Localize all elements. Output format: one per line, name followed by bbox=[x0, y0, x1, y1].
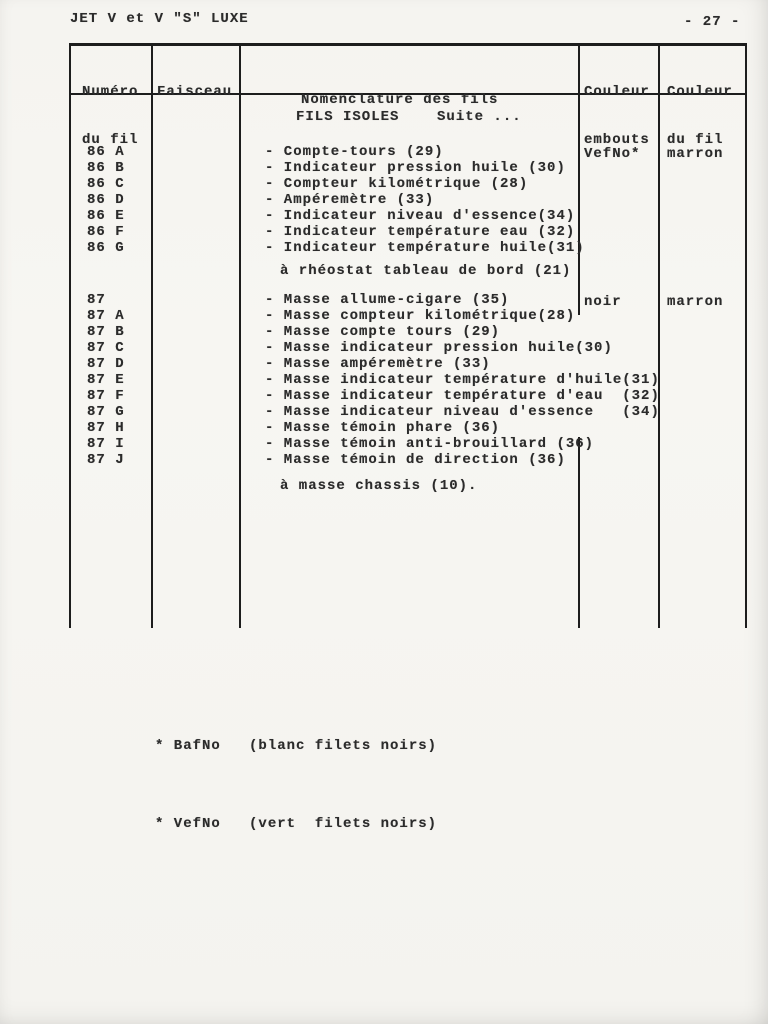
wire-label: - Indicateur température eau (32) bbox=[265, 224, 576, 240]
wire-number: 86 B bbox=[87, 160, 125, 176]
wire-label: - Masse témoin phare (36) bbox=[265, 420, 501, 436]
col-header-couleur-du-fil: Couleur du fil bbox=[667, 84, 733, 148]
table-row bbox=[69, 436, 747, 452]
footnote-vefno: * VefNo (vert filets noirs) bbox=[155, 816, 438, 832]
table-row bbox=[69, 208, 747, 224]
wire-number: 87 H bbox=[87, 420, 125, 436]
table-row bbox=[69, 240, 747, 256]
col-header-faisceau: Faisceau bbox=[157, 84, 233, 100]
wire-group bbox=[69, 144, 747, 279]
wire-label: - Masse indicateur pression huile(30) bbox=[265, 340, 613, 356]
wire-number: 87 G bbox=[87, 404, 125, 420]
wire-number: 86 C bbox=[87, 176, 125, 192]
wire-number: 87 D bbox=[87, 356, 125, 372]
wire-number: 87 E bbox=[87, 372, 125, 388]
table-row bbox=[69, 372, 747, 388]
col-header-couleur-embouts: Couleur embouts bbox=[584, 84, 650, 148]
wire-number: 87 A bbox=[87, 308, 125, 324]
document-title: JET V et V "S" LUXE bbox=[70, 11, 249, 27]
footnotes bbox=[155, 681, 437, 889]
wire-group bbox=[69, 292, 747, 494]
table-row bbox=[69, 452, 747, 468]
wire-label: - Masse indicateur niveau d'essence (34) bbox=[265, 404, 660, 420]
table-top-border bbox=[69, 43, 747, 46]
group-footer: à rhéostat tableau de bord (21) bbox=[280, 263, 572, 279]
table-row bbox=[69, 224, 747, 240]
wire-label: - Masse témoin anti-brouillard (36) bbox=[265, 436, 595, 452]
wire-label: - Masse compte tours (29) bbox=[265, 324, 501, 340]
section-title: FILS ISOLES Suite ... bbox=[296, 109, 522, 125]
wire-number: 86 G bbox=[87, 240, 125, 256]
group-footer: à masse chassis (10). bbox=[280, 478, 478, 494]
wire-label: - Compteur kilométrique (28) bbox=[265, 176, 529, 192]
wire-number: 86 A bbox=[87, 144, 125, 160]
table-row bbox=[69, 308, 747, 324]
couleur-fil-value: marron bbox=[667, 146, 724, 162]
wire-label: - Masse indicateur température d'huile(31) bbox=[265, 372, 660, 388]
couleur-embouts-value: VefNo* bbox=[584, 146, 641, 162]
wire-number: 86 D bbox=[87, 192, 125, 208]
wire-label: - Masse allume-cigare (35) bbox=[265, 292, 510, 308]
wire-number: 86 E bbox=[87, 208, 125, 224]
couleur-embouts-value: noir bbox=[584, 294, 622, 310]
footnote-bafno: * BafNo (blanc filets noirs) bbox=[155, 738, 438, 754]
wire-number: 87 J bbox=[87, 452, 125, 468]
col-header-numero-du-fil: Numéro du fil bbox=[82, 84, 139, 148]
table-row bbox=[69, 144, 747, 160]
table-row bbox=[69, 324, 747, 340]
table-row bbox=[69, 404, 747, 420]
table-row bbox=[69, 388, 747, 404]
wire-number: 87 bbox=[87, 292, 106, 308]
wire-label: - Ampéremètre (33) bbox=[265, 192, 435, 208]
wire-number: 87 B bbox=[87, 324, 125, 340]
table-row bbox=[69, 356, 747, 372]
col-header-nomenclature: Nomenclature des fils bbox=[301, 92, 499, 108]
page-number: - 27 - bbox=[684, 14, 741, 30]
wire-label: - Masse indicateur température d'eau (32) bbox=[265, 388, 660, 404]
wire-label: - Masse compteur kilométrique(28) bbox=[265, 308, 576, 324]
wire-label: - Indicateur niveau d'essence(34) bbox=[265, 208, 576, 224]
couleur-fil-value: marron bbox=[667, 294, 724, 310]
table-row bbox=[69, 176, 747, 192]
wire-label: - Masse ampéremètre (33) bbox=[265, 356, 491, 372]
wire-label: - Indicateur pression huile (30) bbox=[265, 160, 566, 176]
wire-number: 86 F bbox=[87, 224, 125, 240]
table-row bbox=[69, 160, 747, 176]
wire-label: - Compte-tours (29) bbox=[265, 144, 444, 160]
wiring-nomenclature-table bbox=[69, 43, 747, 628]
table-row bbox=[69, 340, 747, 356]
wire-number: 87 C bbox=[87, 340, 125, 356]
wire-number: 87 F bbox=[87, 388, 125, 404]
wire-number: 87 I bbox=[87, 436, 125, 452]
table-row bbox=[69, 420, 747, 436]
wire-label: - Masse témoin de direction (36) bbox=[265, 452, 566, 468]
table-row bbox=[69, 192, 747, 208]
table-row bbox=[69, 292, 747, 308]
wire-label: - Indicateur température huile(31) bbox=[265, 240, 585, 256]
